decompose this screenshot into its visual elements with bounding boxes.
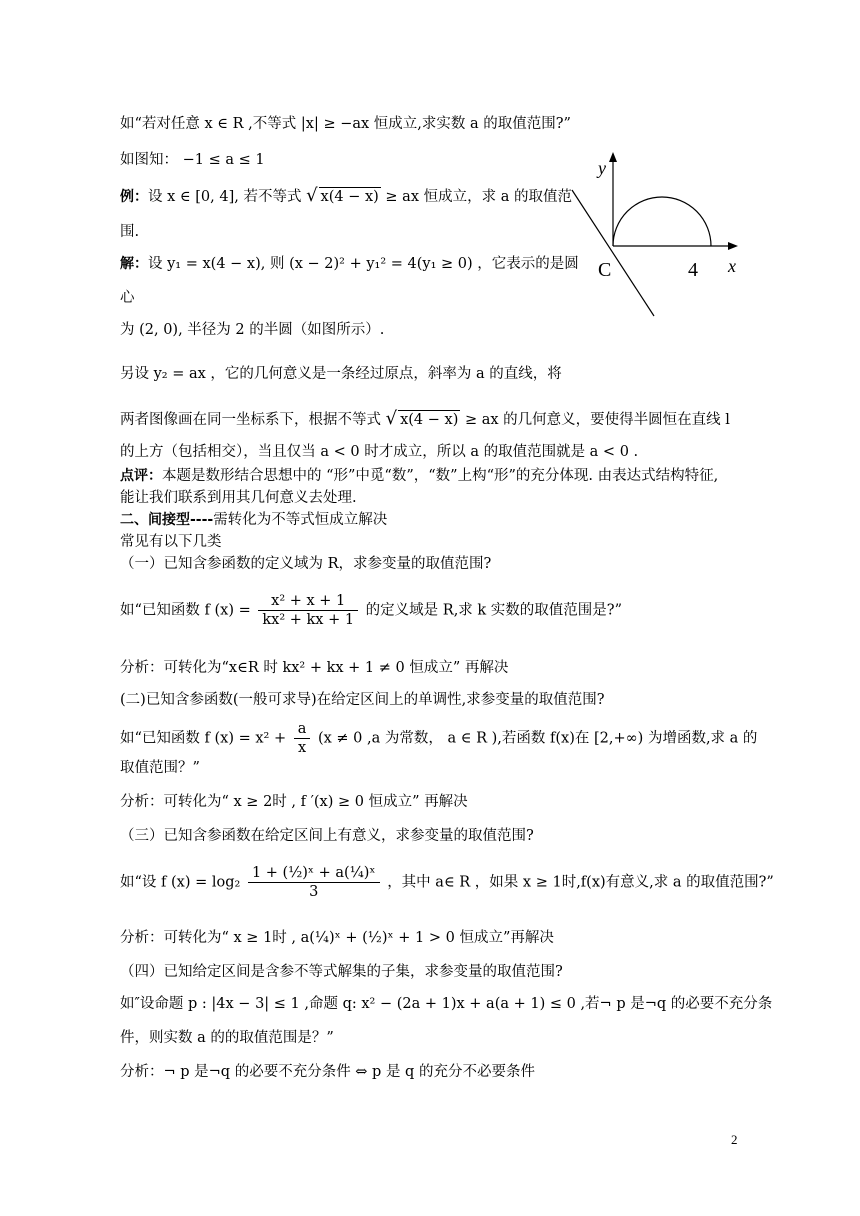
x-axis-arrow-icon	[728, 242, 738, 250]
fraction-numerator: x² + x + 1	[258, 592, 358, 611]
line-result: 的上方（包括相交），当且仅当 a < 0 时才成立，所以 a 的取值范围就是 a < 0 .	[120, 444, 639, 460]
line-log-analysis: 分析：可转化为“ x ≥ 1时 , a(¼)ˣ + (½)ˣ + 1 > 0 恒成立”再解决	[120, 930, 554, 946]
solution-text: 设 y₁ = x(4 − x), 则 (x − 2)² + y₁² = 4(y₁ ≥ 0) ，它表示的是圆	[148, 256, 579, 272]
fraction	[248, 864, 380, 901]
x-axis-label: x	[728, 256, 736, 276]
log-example-b: ，其中 a∈ R ，如果 x ≥ 1时,f(x)有意义,求 a 的取值范围?”	[387, 874, 774, 891]
monotonic-example-a: 如“已知函数 f (x) = x² +	[120, 730, 287, 747]
subheading-meaningful: （三）已知含参函数在给定区间上有意义，求参变量的取值范围?	[120, 828, 534, 844]
example-text-a: 设 x ∈ [0, 4], 若不等式	[148, 189, 302, 205]
section-heading	[120, 510, 387, 530]
section-heading-text: 需转化为不等式恒成立解决	[213, 512, 388, 528]
line-subset-analysis: 分析：¬ p 是¬q 的必要不充分条件 ⇔ p 是 q 的充分不必要条件	[120, 1064, 535, 1080]
comment-label: 点评：	[120, 468, 162, 484]
example-label: 例：	[120, 189, 148, 205]
line-subset-example: 如″设命题 p : |4x − 3| ≤ 1 ,命题 q: x² − (2a + 1)x + a(a + 1) ≤ 0 ,若¬ p 是¬q 的必要不充分条	[120, 996, 773, 1012]
domain-example-b: 的定义域是 R,求 k 实数的取值范围是?”	[365, 602, 622, 619]
y-axis-arrow-icon	[609, 152, 617, 162]
line-example-continued: 围.	[120, 224, 140, 240]
line-domain-analysis: 分析：可转化为“x∈R 时 kx² + kx + 1 ≠ 0 恒成立” 再解决	[120, 660, 509, 676]
line-monotonic-analysis: 分析：可转化为“ x ≥ 2时 , f ′(x) ≥ 0 恒成立” 再解决	[120, 794, 468, 810]
semicircle	[613, 197, 711, 246]
line-semicircle: 为 (2, 0), 半径为 2 的半圆（如图所示）.	[120, 322, 385, 338]
line-domain-example	[120, 592, 622, 629]
fraction-denominator: x	[297, 740, 307, 756]
fraction-numerator: 1 + (½)ˣ + a(¼)ˣ	[248, 864, 380, 883]
sqrt-radicand: x(4 − x)	[400, 412, 459, 428]
subheading-monotonic: (二)已知含参函数(一般可求导)在给定区间上的单调性,求参变量的取值范围?	[120, 692, 605, 708]
log-example-a: 如“设 f (x) = log₂	[120, 874, 241, 891]
sqrt-radicand: x(4 − x)	[320, 189, 379, 205]
geo-text-b: ≥ ax 的几何意义，要使得半圆恒在直线 l	[464, 412, 730, 428]
tick-label-4: 4	[688, 259, 698, 281]
line-comment	[120, 466, 718, 486]
fraction	[294, 720, 311, 757]
page-number: 2	[731, 1132, 738, 1147]
y-axis-label: y	[598, 158, 606, 178]
sqrt-sign: √	[385, 408, 398, 429]
solution-label: 解：	[120, 256, 148, 272]
fraction	[258, 592, 358, 629]
line-example-statement	[120, 186, 572, 207]
fraction-denominator: 3	[309, 884, 319, 900]
example-text-b: ≥ ax 恒成立，求 a 的取值范	[385, 189, 572, 205]
section-heading-bold: 二、间接型----	[120, 512, 214, 528]
line-solution	[120, 254, 579, 274]
domain-example-a: 如“已知函数 f (x) =	[120, 602, 251, 619]
comment-text: 本题是数形结合思想中的 “形”中觅“数”，“数”上构“形”的充分体现. 由表达式结构特征,	[162, 468, 719, 484]
line-comment-continued: 能让我们联系到用其几何意义去处理.	[120, 490, 357, 506]
subheading-subset: （四）已知给定区间是含参不等式解集的子集，求参变量的取值范围?	[120, 964, 563, 980]
monotonic-example-b: (x ≠ 0 ,a 为常数， a ∈ R ),若函数 f(x)在 [2,+∞) 为增函数,求 a 的	[317, 730, 758, 747]
line-example-absolute: 如“若对任意 x ∈ R ,不等式 |x| ≥ −ax 恒成立,求实数 a 的取值范围?”	[120, 116, 571, 132]
subheading-domain: （一）已知含参函数的定义域为 R，求参变量的取值范围?	[120, 556, 492, 572]
semicircle-figure	[570, 150, 750, 325]
line-second-function: 另设 y₂ = ax ，它的几何意义是一条经过原点，斜率为 a 的直线，将	[120, 366, 562, 382]
sqrt-sign: √	[306, 185, 318, 206]
line-subset-continued: 件，则实数 a 的的取值范围是？”	[120, 1030, 334, 1046]
origin-label: C	[598, 259, 612, 281]
geo-text-a: 两者图像画在同一坐标系下，根据不等式	[120, 412, 381, 428]
line-solution-continued: 心	[120, 290, 135, 306]
line-monotonic-continued: 取值范围？”	[120, 760, 200, 776]
line-geometric-meaning	[120, 409, 730, 430]
line-monotonic-example	[120, 720, 757, 757]
line-common-types: 常见有以下几类	[120, 534, 222, 550]
line-figure-conclusion: 如图知： −1 ≤ a ≤ 1	[120, 152, 265, 168]
fraction-numerator: a	[294, 720, 311, 739]
fraction-denominator: kx² + kx + 1	[262, 612, 355, 628]
line-log-example	[120, 864, 774, 901]
